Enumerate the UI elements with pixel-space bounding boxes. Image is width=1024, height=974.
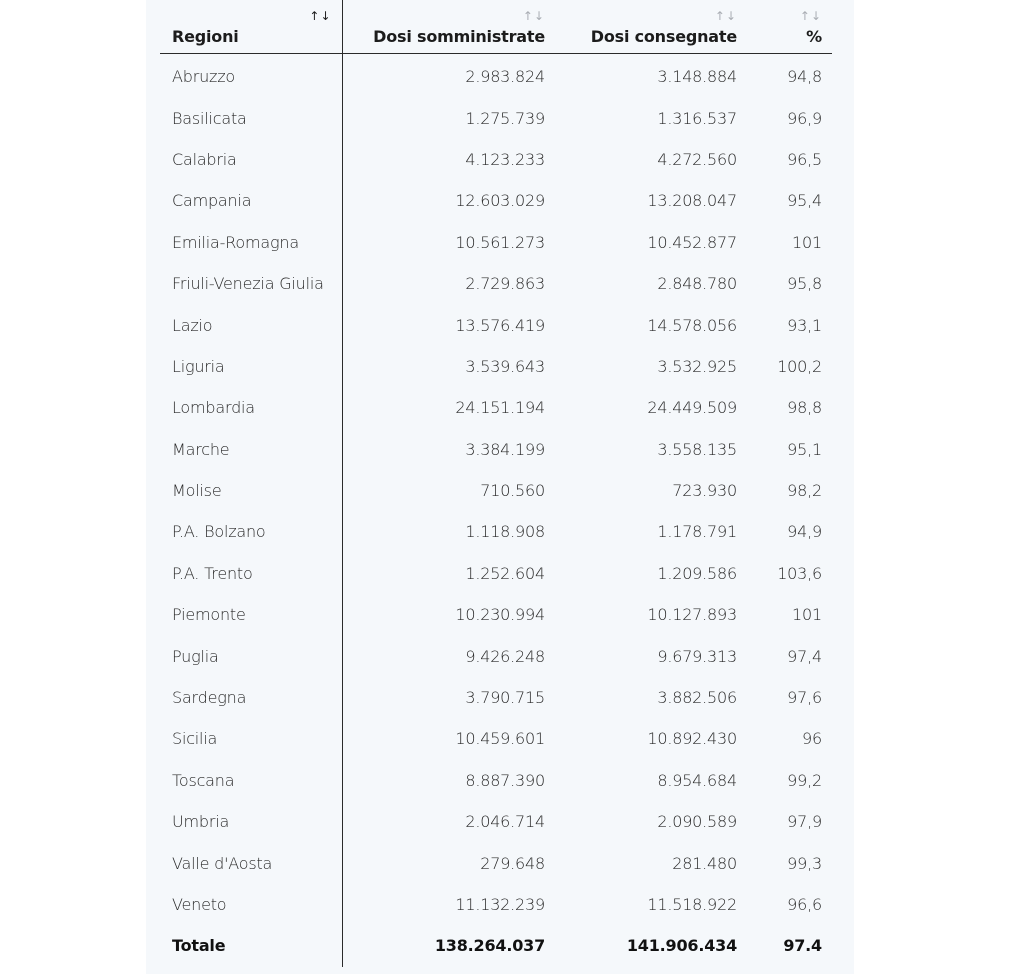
dosi-consegnate-cell: 10.892.430 (647, 729, 737, 749)
dosi-somministrate-cell: 3.384.199 (465, 439, 545, 459)
dosi-somministrate-cell: 10.230.994 (455, 605, 545, 625)
percent-cell: 94,8 (787, 67, 822, 87)
dosi-somministrate-cell: 138.264.037 (434, 936, 545, 956)
region-cell: Umbria (160, 801, 342, 842)
dosi-somministrate-cell: 3.539.643 (465, 356, 545, 376)
region-cell: Molise (160, 470, 342, 511)
dosi-somministrate-cell: 8.887.390 (465, 770, 545, 790)
percent-cell: 99,3 (787, 853, 822, 873)
dosi-somministrate-cell: 1.118.908 (465, 522, 545, 542)
percent-cell: 97,4 (787, 646, 822, 666)
region-cell: Sicilia (160, 718, 342, 759)
region-cell: Campania (160, 180, 342, 221)
dosi-consegnate-cell: 2.848.780 (657, 274, 737, 294)
table-row (160, 677, 832, 718)
dosi-consegnate-cell: 2.090.589 (657, 812, 737, 832)
dosi-somministrate-cell: 9.426.248 (465, 646, 545, 666)
table-total-row (160, 925, 832, 966)
dosi-somministrate-cell: 13.576.419 (455, 315, 545, 335)
dosi-consegnate-cell: 11.518.922 (647, 895, 737, 914)
table-row (160, 139, 832, 180)
header-percent-label: % (806, 27, 822, 46)
header-dosi-consegnate-label: Dosi consegnate (590, 27, 737, 46)
dosi-somministrate-cell: 11.132.239 (455, 895, 545, 914)
vaccine-doses-table (160, 0, 832, 967)
dosi-consegnate-cell: 1.178.791 (657, 522, 737, 542)
sort-arrows-icon[interactable]: ↑↓ (714, 9, 737, 23)
percent-cell: 101 (792, 605, 822, 625)
table-row (160, 54, 832, 98)
table-row (160, 884, 832, 925)
percent-cell: 93,1 (787, 315, 822, 335)
dosi-consegnate-cell: 141.906.434 (626, 936, 737, 956)
percent-cell: 95,8 (787, 274, 822, 294)
percent-cell: 96,5 (787, 149, 822, 169)
table-row (160, 511, 832, 552)
dosi-consegnate-cell: 3.148.884 (657, 67, 737, 87)
table-row (160, 387, 832, 428)
region-cell: P.A. Bolzano (160, 511, 342, 552)
table-body (160, 54, 832, 967)
percent-cell: 95,4 (787, 191, 822, 211)
dosi-consegnate-cell: 10.452.877 (647, 232, 737, 252)
region-cell: Calabria (160, 139, 342, 180)
dosi-somministrate-cell: 2.729.863 (465, 274, 545, 294)
table-row (160, 635, 832, 676)
percent-cell: 96,9 (787, 108, 822, 128)
percent-cell: 100,2 (777, 356, 822, 376)
region-cell: Lazio (160, 304, 342, 345)
dosi-somministrate-cell: 1.275.739 (465, 108, 545, 128)
dosi-somministrate-cell: 279.648 (480, 853, 545, 873)
table-row (160, 801, 832, 842)
region-cell: Friuli-Venezia Giulia (160, 263, 342, 304)
region-cell: P.A. Trento (160, 553, 342, 594)
table-row (160, 97, 832, 138)
dosi-somministrate-cell: 4.123.233 (465, 149, 545, 169)
region-cell: Marche (160, 429, 342, 470)
dosi-consegnate-cell: 3.532.925 (657, 356, 737, 376)
table-row (160, 304, 832, 345)
table-row (160, 470, 832, 511)
region-cell: Toscana (160, 760, 342, 801)
dosi-somministrate-cell: 710.560 (480, 481, 545, 501)
region-cell: Puglia (160, 635, 342, 676)
header-dosi-somministrate-label: Dosi somministrate (373, 27, 545, 46)
percent-cell: 94,9 (787, 522, 822, 542)
region-cell: Lombardia (160, 387, 342, 428)
region-cell: Sardegna (160, 677, 342, 718)
header-percent[interactable] (747, 0, 832, 54)
percent-cell: 97.4 (783, 936, 822, 956)
table-row (160, 429, 832, 470)
dosi-consegnate-cell: 8.954.684 (657, 770, 737, 790)
dosi-consegnate-cell: 10.127.893 (647, 605, 737, 625)
sort-arrows-icon[interactable]: ↑↓ (522, 9, 545, 23)
dosi-consegnate-cell: 13.208.047 (647, 191, 737, 211)
table-row (160, 594, 832, 635)
dosi-consegnate-cell: 9.679.313 (657, 646, 737, 666)
region-cell: Liguria (160, 346, 342, 387)
table-row (160, 842, 832, 883)
dosi-somministrate-cell: 1.252.604 (465, 563, 545, 583)
percent-cell: 97,6 (787, 688, 822, 708)
dosi-somministrate-cell: 3.790.715 (465, 688, 545, 708)
table-row (160, 346, 832, 387)
region-cell: Piemonte (160, 594, 342, 635)
region-cell: Emilia-Romagna (160, 222, 342, 263)
region-cell: Totale (160, 925, 342, 966)
percent-cell: 95,1 (787, 439, 822, 459)
percent-cell: 98,8 (787, 398, 822, 418)
dosi-consegnate-cell: 3.558.135 (657, 439, 737, 459)
dosi-somministrate-cell: 10.561.273 (455, 232, 545, 252)
table-row (160, 553, 832, 594)
sort-arrows-icon[interactable]: ↑↓ (309, 9, 332, 23)
dosi-somministrate-cell: 2.983.824 (465, 67, 545, 87)
dosi-consegnate-cell: 723.930 (672, 481, 737, 501)
percent-cell: 96,6 (787, 895, 822, 914)
dosi-consegnate-cell: 1.209.586 (657, 563, 737, 583)
table-header-row (160, 0, 832, 54)
header-dosi-consegnate[interactable] (555, 0, 747, 54)
percent-cell: 101 (792, 232, 822, 252)
percent-cell: 96 (802, 729, 822, 749)
dosi-somministrate-cell: 2.046.714 (465, 812, 545, 832)
dosi-consegnate-cell: 24.449.509 (647, 398, 737, 418)
dosi-consegnate-cell: 14.578.056 (647, 315, 737, 335)
table-row (160, 718, 832, 759)
percent-cell: 99,2 (787, 770, 822, 790)
region-cell: Abruzzo (160, 54, 342, 98)
table-row (160, 760, 832, 801)
percent-cell: 97,9 (787, 812, 822, 832)
region-cell: Veneto (160, 884, 342, 925)
dosi-somministrate-cell: 10.459.601 (455, 729, 545, 749)
percent-cell: 98,2 (787, 481, 822, 501)
table-row (160, 263, 832, 304)
percent-cell: 103,6 (777, 563, 822, 583)
sort-arrows-icon[interactable]: ↑↓ (799, 9, 822, 23)
header-regioni[interactable] (160, 0, 342, 54)
table-row (160, 180, 832, 221)
region-cell: Basilicata (160, 97, 342, 138)
table-row (160, 222, 832, 263)
dosi-consegnate-cell: 1.316.537 (657, 108, 737, 128)
dosi-consegnate-cell: 3.882.506 (657, 688, 737, 708)
region-cell: Valle d'Aosta (160, 842, 342, 883)
header-regioni-label: Regioni (172, 27, 239, 46)
dosi-somministrate-cell: 24.151.194 (455, 398, 545, 418)
header-dosi-somministrate[interactable] (342, 0, 555, 54)
dosi-somministrate-cell: 12.603.029 (455, 191, 545, 211)
dosi-consegnate-cell: 4.272.560 (657, 149, 737, 169)
dosi-consegnate-cell: 281.480 (672, 853, 737, 873)
